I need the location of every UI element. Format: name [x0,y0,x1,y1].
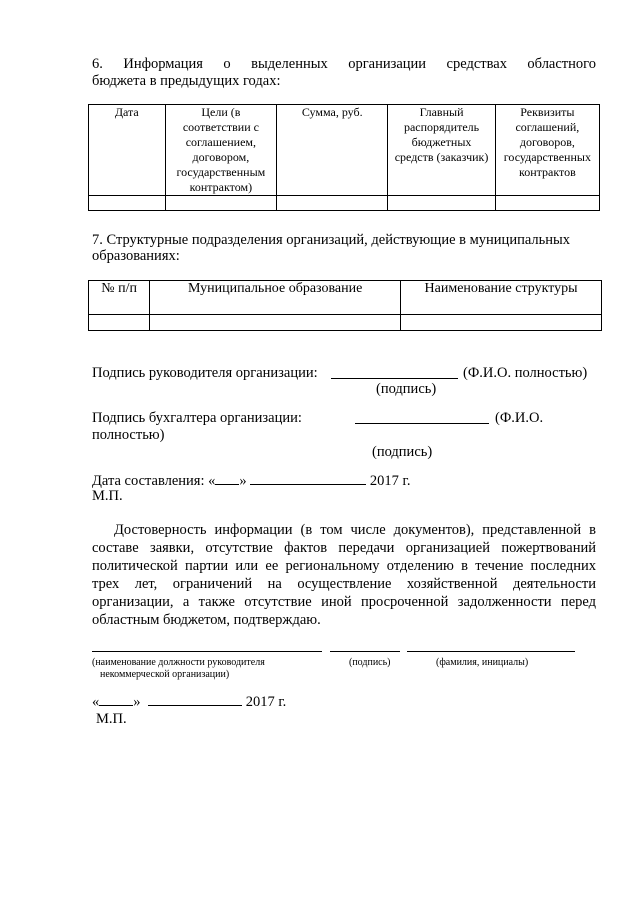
position-caption-1: (наименование должности руководителя [92,657,265,668]
col-structure: Наименование структуры [401,281,602,315]
date-mid: » [239,473,247,489]
accountant-signature-label: Подпись бухгалтера организации: [92,410,302,426]
table-cell [89,315,150,331]
section6-heading-line1: 6. Информация о выделенных организации средствах областного [92,56,596,72]
table-header-row [89,105,600,196]
structures-table [88,280,602,331]
head-fio-label: (Ф.И.О. полностью) [463,365,588,381]
section7-heading-line1: 7. Структурные подразделения организаций, действующие в муниципальных [92,232,571,248]
col-manager: Главный распорядитель бюджетных средств (заказчик) [388,105,495,196]
section7-heading-line2: образованиях: [92,248,180,264]
accountant-fio-label-2: полностью) [92,427,165,443]
certification-line: трех лет, ограничений на осуществление хозяйственной деятельности [92,576,596,592]
signature-caption: (подпись) [349,657,391,668]
name-caption: (фамилия, инициалы) [436,657,529,668]
date-month-blank [148,692,242,706]
table-cell [401,315,602,331]
certification-line: составе заявки, отсутствие фактов передачи организацией пожертвований [92,540,596,556]
accountant-fio-label: (Ф.И.О. [495,410,544,426]
certification-line: Достоверность информации (в том числе документов), представленной в [114,522,596,538]
table-cell [150,315,401,331]
col-municipality: Муниципальное образование [150,281,401,315]
table-cell [495,196,599,211]
compilation-date [92,471,410,490]
table-row [89,196,600,211]
date-day-blank [215,471,239,485]
certification-line: политической партии или ее региональному отделению в течение последних [92,558,596,574]
name-line [407,651,575,652]
date-day-blank [99,692,133,706]
certification-line: областным бюджетом, подтверждаю. [92,612,321,628]
signature-line [330,651,400,652]
certification-date [92,692,286,711]
date-close: » [133,694,141,710]
date-prefix: Дата составления: « [92,473,216,489]
head-signature-line [331,378,458,379]
head-signature-caption: (подпись) [376,381,437,397]
certification-line: организации, а также отсутствие иной просроченной задолженности перед [92,594,596,610]
section6-heading-line2: бюджета в предыдущих годах: [92,73,281,89]
table-row [89,315,602,331]
date-open: « [92,694,100,710]
position-line [92,651,322,652]
col-requisites: Реквизиты соглашений, договоров, государственных контрактов [495,105,599,196]
col-sum: Сумма, руб. [277,105,388,196]
table-header-row [89,281,602,315]
position-caption-2: некоммерческой организации) [100,669,230,680]
col-date: Дата [89,105,166,196]
head-signature-label: Подпись руководителя организации: [92,365,318,381]
accountant-signature-caption: (подпись) [372,444,433,460]
date-year: 2017 г. [369,473,411,489]
col-number: № п/п [89,281,150,315]
table-cell [277,196,388,211]
table-cell [89,196,166,211]
certification-paragraph [92,522,596,629]
accountant-signature-line [355,423,489,424]
date-month-blank [250,471,366,485]
date-year: 2017 г. [245,694,287,710]
budget-funds-table [88,104,600,211]
stamp-label: М.П. [92,488,123,504]
col-goals: Цели (в соответствии с соглашением, договором, государственным контрактом) [165,105,277,196]
bottom-stamp-label: М.П. [96,711,127,727]
table-cell [388,196,495,211]
table-cell [165,196,277,211]
